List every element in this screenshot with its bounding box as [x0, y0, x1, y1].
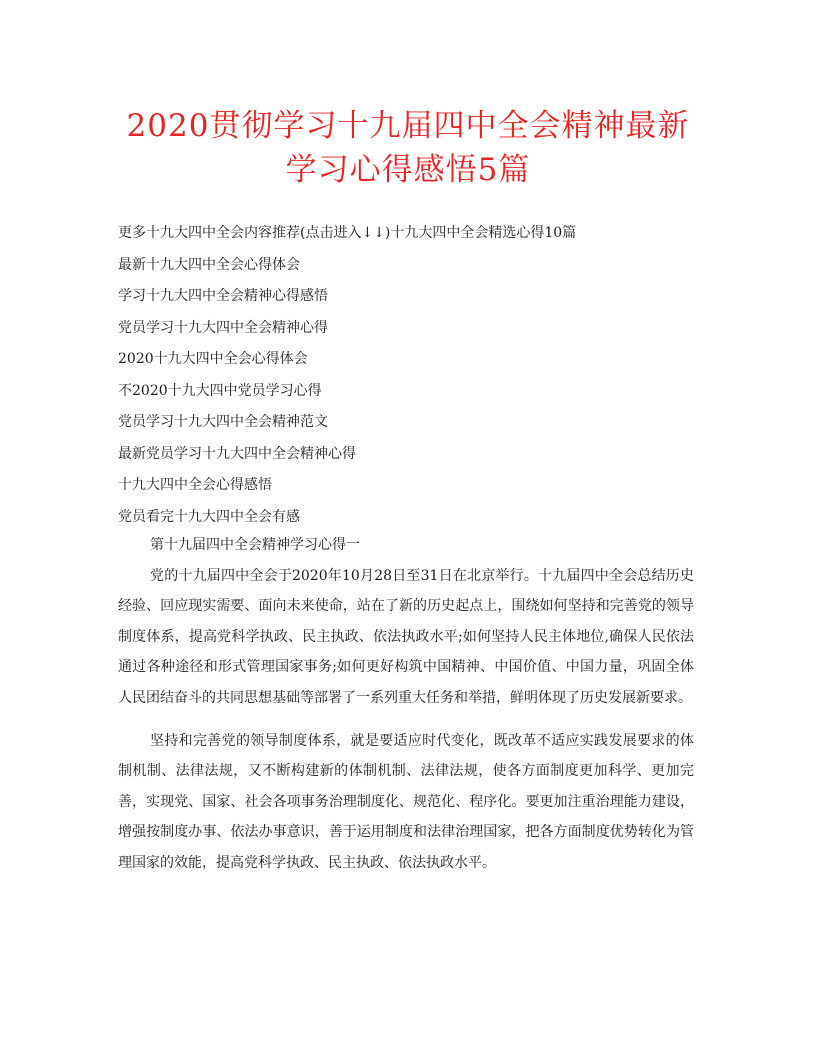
- link-item[interactable]: 最新党员学习十九大四中全会精神心得: [118, 445, 356, 462]
- document-title: [80, 104, 736, 192]
- link-item[interactable]: 最新十九大四中全会心得体会: [118, 256, 300, 273]
- section-heading: 第十九届四中全会精神学习心得一: [150, 537, 360, 553]
- title-line-1: 2020贯彻学习十九届四中全会精神最新: [126, 108, 690, 144]
- title-line-2: 学习心得感悟5篇: [285, 152, 531, 188]
- link-item[interactable]: 党员看完十九大四中全会有感: [118, 508, 300, 525]
- link-item[interactable]: 学习十九大四中全会精神心得感悟: [118, 288, 328, 304]
- body-paragraph-1: 党的十九届四中全会于2020年10月28日至31日在北京举行。十九届四中全会总结历史经验、回应现实需要、面向未来使命，站在了新的历史起点上，围绕如何坚持和完善党的领导制度体系，提高党科学执政、民主执政、依法执政水平;如何坚持人民主体地位,确保人民依法通过各种途径和形式管理国家事务;如何更好构筑中国精神、中国价值、中国力量，巩固全体人民团结奋斗的共同思想基础等部署了一系列重大任务和举措，鲜明体现了历史发展新要求。: [118, 567, 694, 706]
- recommended-links-list: [118, 218, 708, 533]
- link-item[interactable]: 党员学习十九大四中全会精神心得: [118, 319, 328, 336]
- link-item[interactable]: 更多十九大四中全会内容推荐(点击进入↓↓)十九大四中全会精选心得10篇: [118, 225, 577, 241]
- link-item[interactable]: 不2020十九大四中党员学习心得: [118, 382, 322, 399]
- link-item[interactable]: 党员学习十九大四中全会精神范文: [118, 414, 328, 430]
- link-item[interactable]: 2020十九大四中全会心得体会: [118, 351, 308, 367]
- body-paragraph-2: 坚持和完善党的领导制度体系，就是要适应时代变化，既改革不适应实践发展要求的体制机制、法律法规，又不断构建新的体制机制、法律法规，使各方面制度更加科学、更加完善，实现党、国家、社会各项事务治理制度化、规范化、程序化。要更加注重治理能力建设，增强按制度办事、依法办事意识，善于运用制度和法律治理国家，把各方面制度优势转化为管理国家的效能，提高党科学执政、民主执政、依法执政水平。: [118, 732, 694, 871]
- link-item[interactable]: 十九大四中全会心得感悟: [118, 477, 272, 493]
- document-body: [118, 530, 694, 879]
- paragraph-spacer: [118, 714, 694, 726]
